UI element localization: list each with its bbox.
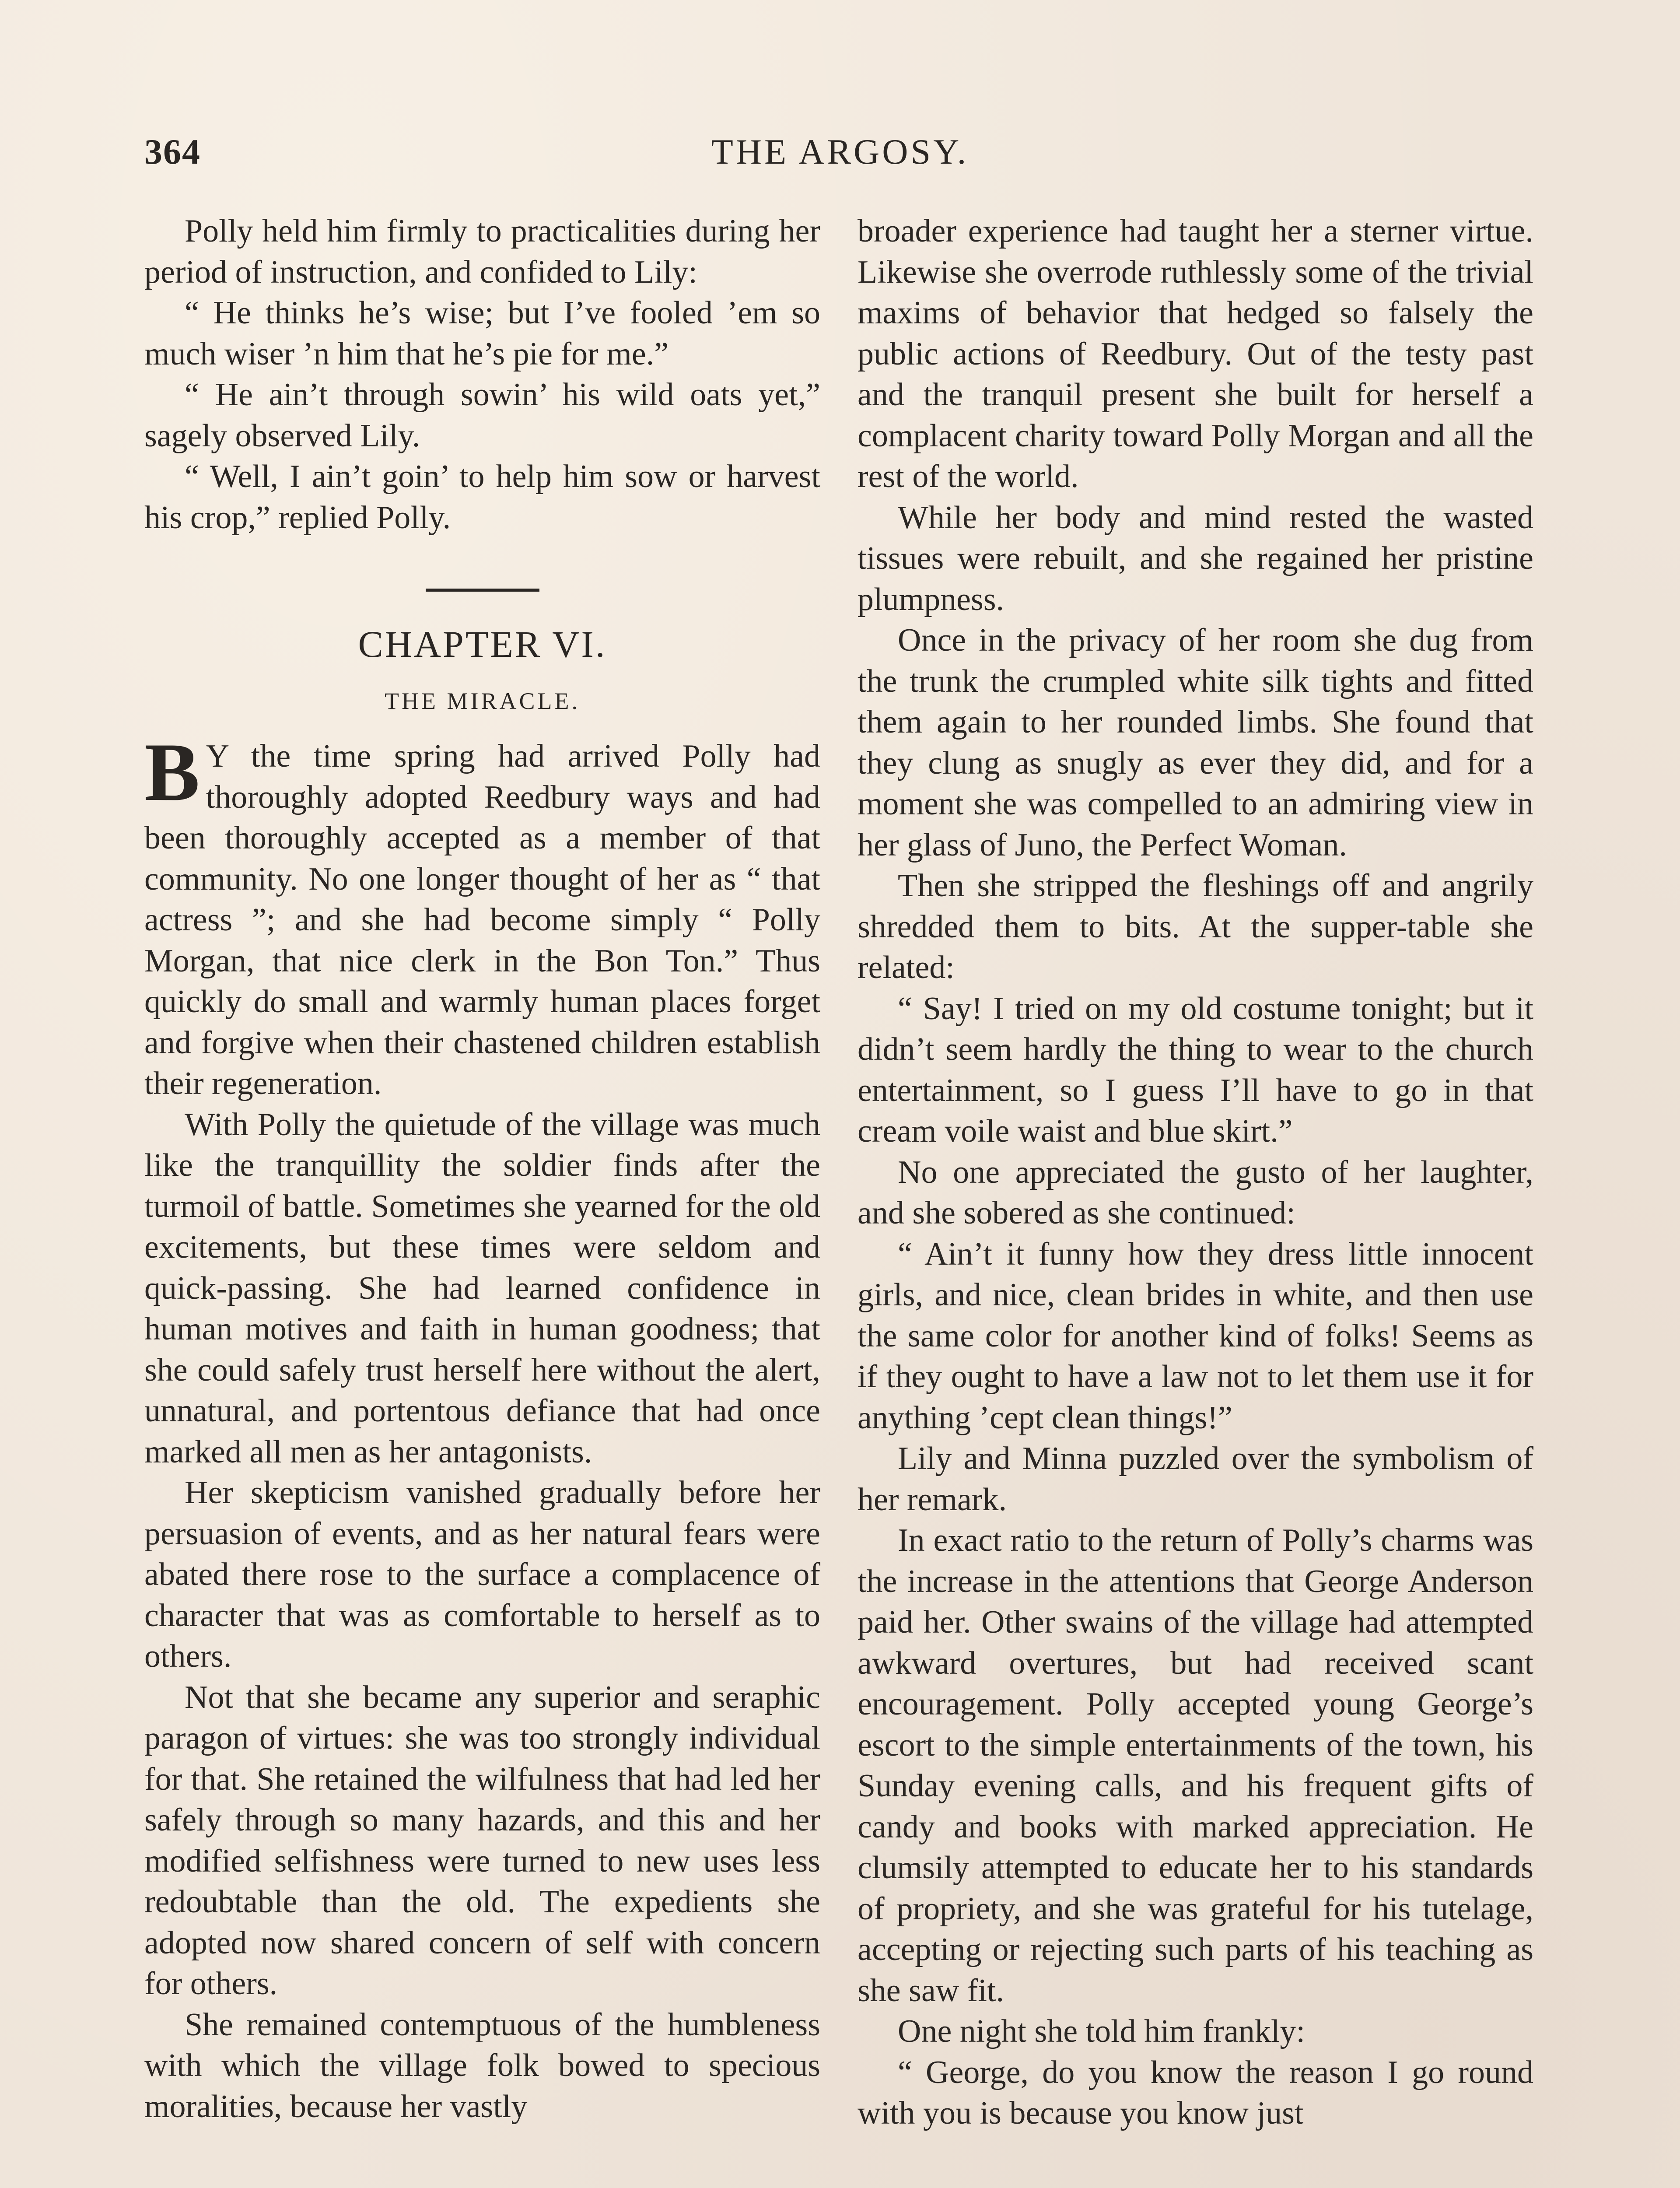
paragraph: Then she stripped the fleshings off and angrily shredded them to bits. At the supper-table she related: bbox=[858, 868, 1533, 985]
paragraph: Lily and Minna puzzled over the symbolism of her remark. bbox=[858, 1441, 1533, 1518]
paragraph: With Polly the quietude of the village was much like the tranquillity the soldier finds after the turmoil of battle. Sometimes she yearned for the old excitements, but these times were seldom and quick-passing. She had learned confidence in human motives and faith in human goodness; that she could safely trust herself here without the alert, unnatural, and portentous defiance that had once marked all men as her antagonists. bbox=[144, 1106, 820, 1470]
right-column bbox=[858, 211, 1533, 2134]
paragraph: In exact ratio to the return of Polly’s charms was the increase in the attentions that George Anderson paid her. Other swains of the village had attempted awkward overtures, but had received scant encouragement. Polly accepted young George’s escort to the simple entertainments of the town, his Sunday evening calls, and his frequent gifts of candy and books with marked appreciation. He clumsily attempted to educate her to his standards of propriety, and she was grateful for his tutelage, accepting or rejecting such parts of his teaching as she saw fit. bbox=[858, 1522, 1533, 2009]
paragraph: Her skepticism vanished gradually before her persuasion of events, and as her natural fears were abated there rose to the surface a complacence of character that was as comfortable to herself as to others. bbox=[144, 1475, 820, 1674]
section-rule bbox=[426, 589, 539, 592]
paragraph: She remained contemptuous of the humbleness with which the village folk bowed to specious moralities, because her vastly bbox=[144, 2006, 820, 2125]
paragraph: No one appreciated the gusto of her laughter, and she sobered as she continued: bbox=[858, 1154, 1533, 1231]
continued-paragraph: broader experience had taught her a sterner virtue. Likewise she overrode ruthlessly some of the trivial maxims of behavior that hedged so falsely the public actions of Reedbury. Out of the testy past and the tranquil present she built for herself a complacent charity toward Polly Morgan and all the rest of the world. bbox=[858, 213, 1533, 494]
paragraph: “ Say! I tried on my old costume tonight; but it didn’t seem hardly the thing to wear to the church entertainment, so I guess I’ll have to go in that cream voile waist and blue skirt.” bbox=[858, 990, 1533, 1149]
paragraph: Not that she became any superior and seraphic paragon of virtues: she was too strongly individual for that. She retained the wilfulness that had led her safely through so many hazards, and this and her modified selfishness were turned to new uses less redoubtable than the old. The expedients she adopted now shared concern of self with concern for others. bbox=[144, 1679, 820, 2002]
left-column bbox=[144, 211, 820, 2127]
drop-cap: B bbox=[144, 726, 200, 818]
chapter-subtitle: THE MIRACLE. bbox=[385, 688, 580, 714]
paragraph: One night she told him frankly: bbox=[898, 2013, 1306, 2049]
paragraph: “ Well, I ain’t goin’ to help him sow or harvest his crop,” replied Polly. bbox=[144, 459, 820, 536]
page-header bbox=[144, 131, 1536, 179]
paragraph: Polly held him firmly to practicalities during her period of instruction, and confided to Lily: bbox=[144, 213, 820, 290]
page-number: 364 bbox=[144, 132, 201, 172]
paragraph: “ George, do you know the reason I go round with you is because you know just bbox=[858, 2054, 1533, 2131]
chapter-opening-paragraph bbox=[144, 726, 820, 1105]
running-head: THE ARGOSY. bbox=[711, 132, 969, 172]
paragraph: “ He ain’t through sowin’ his wild oats yet,” sagely observed Lily. bbox=[144, 377, 820, 454]
paragraph: “ Ain’t it funny how they dress little innocent girls, and nice, clean brides in white, and then use the same color for another kind of folks! Seems as if they ought to have a law not to let them use it for anything ’cept clean things!” bbox=[858, 1236, 1533, 1436]
chapter-title: CHAPTER VI. bbox=[358, 623, 607, 665]
paragraph: Once in the privacy of her room she dug from the trunk the crumpled white silk tights and fitted them again to her rounded limbs. She found that they clung as snugly as ever they did, and for a moment she was compelled to an admiring view in her glass of Juno, the Perfect Woman. bbox=[858, 622, 1533, 863]
opening-text: Y the time spring had arrived Polly had thoroughly adopted Reedbury ways and had been thoroughly accepted as a member of that community. No one longer thought of her as “ that actress ”; and she had become simply “ Polly Morgan, that nice clerk in the Bon Ton.” Thus quickly do small and warmly human places forget and forgive when their chastened children establish their regeneration. bbox=[144, 738, 820, 1101]
paragraph: While her body and mind rested the wasted tissues were rebuilt, and she regained her pristine plumpness. bbox=[858, 499, 1533, 617]
paragraph: “ He thinks he’s wise; but I’ve fooled ’em so much wiser ’n him that he’s pie for me.” bbox=[144, 295, 820, 372]
